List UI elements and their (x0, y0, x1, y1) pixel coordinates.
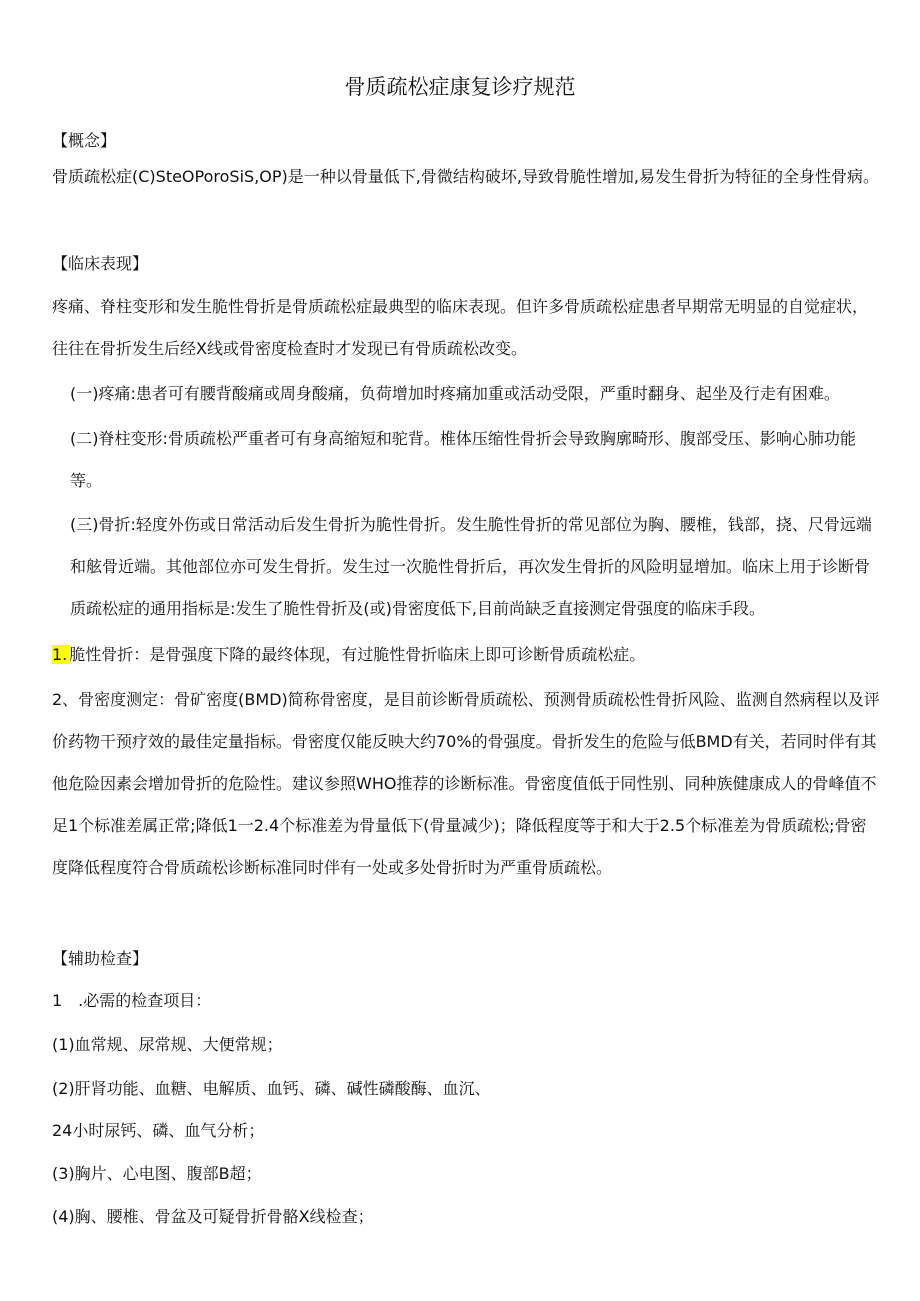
aux-sub-item-4: (4)胸、腰椎、骨盆及可疑骨折骨骼X线检查； (52, 1207, 374, 1226)
highlighted-number: 1. (52, 645, 68, 664)
pain-paragraph: (一)疼痛:患者可有腰背酸痛或周身酸痛，负荷增加时疼痛加重或活动受限，严重时翻身、起坐及行走有困难。 (70, 384, 840, 403)
aux-exam-heading: 【辅助检查】 (52, 949, 149, 968)
concept-paragraph: 骨质疏松症(C)SteOPoroSiS,OP)是一种以骨量低下,骨微结构破坏,导致骨脆性增加,易发生骨折为特征的全身性骨病。 (52, 167, 879, 186)
point-2-paragraph: 2、骨密度测定：骨矿密度(BMD)简称骨密度，是目前诊断骨质疏松、预测骨质疏松性骨折风险、监测自然病程以及评价药物干预疗效的最佳定量指标。骨密度仅能反映大约70%的骨强度。骨折发生的危险与低BMD有关，若同时伴有其他危险因素会增加骨折的危险性。建议参照WHO推荐的诊断标准。骨密度值低于同性别、同种族健康成人的骨峰值不足1个标准差属正常;降低1一2.4个标准差为骨量低下(骨量减少)；降低程度等于和大于2.5个标准差为骨质疏松;骨密度降低程度符合骨质疏松诊断标准同时伴有一处或多处骨折时为严重骨质疏松。 (52, 690, 880, 877)
aux-required-items: 1 .必需的检查项目： (52, 991, 212, 1010)
aux-sub-item-3: (3)胸片、心电图、腹部B超； (52, 1164, 262, 1183)
concept-heading: 【概念】 (52, 131, 117, 150)
point-1-paragraph (52, 634, 882, 676)
fracture-paragraph: (三)骨折:轻度外伤或日常活动后发生骨折为脆性骨折。发生脆性骨折的常见部位为胸、腰椎，钱部，挠、尺骨远端和舷骨近端。其他部位亦可发生骨折。发生过一次脆性骨折后，再次发生骨折的风险明显增加。临床上用于诊断骨质疏松症的通用指标是:发生了脆性骨折及(或)骨密度低下,目前尚缺乏直接测定骨强度的临床手段。 (70, 515, 872, 618)
page-title: 骨质疏松症康复诊疗规范 (344, 75, 576, 99)
clinical-intro-paragraph: 疼痛、脊柱变形和发生脆性骨折是骨质疏松症最典型的临床表现。但许多骨质疏松症患者早期常无明显的自觉症状，往往在骨折发生后经X线或骨密度检查时才发现已有骨质疏松改变。 (52, 297, 869, 358)
clinical-heading: 【临床表现】 (52, 254, 149, 273)
aux-sub-item-1: (1)血常规、尿常规、大便常规； (52, 1035, 283, 1054)
aux-sub-item-2: (2)肝肾功能、血糖、电解质、血钙、磷、碱性磷酸酶、血沉、 (52, 1079, 491, 1098)
point-1-text: 脆性骨折：是骨强度下降的最终体现，有过脆性骨折临床上即可诊断骨质疏松症。 (69, 645, 646, 664)
spine-deformity-paragraph: (二)脊柱变形:骨质疏松严重者可有身高缩短和驼背。椎体压缩性骨折会导致胸廓畸形、腹部受压、影响心肺功能等。 (70, 429, 856, 490)
aux-sub-item-2-cont: 24小时尿钙、磷、血气分析； (52, 1121, 265, 1140)
